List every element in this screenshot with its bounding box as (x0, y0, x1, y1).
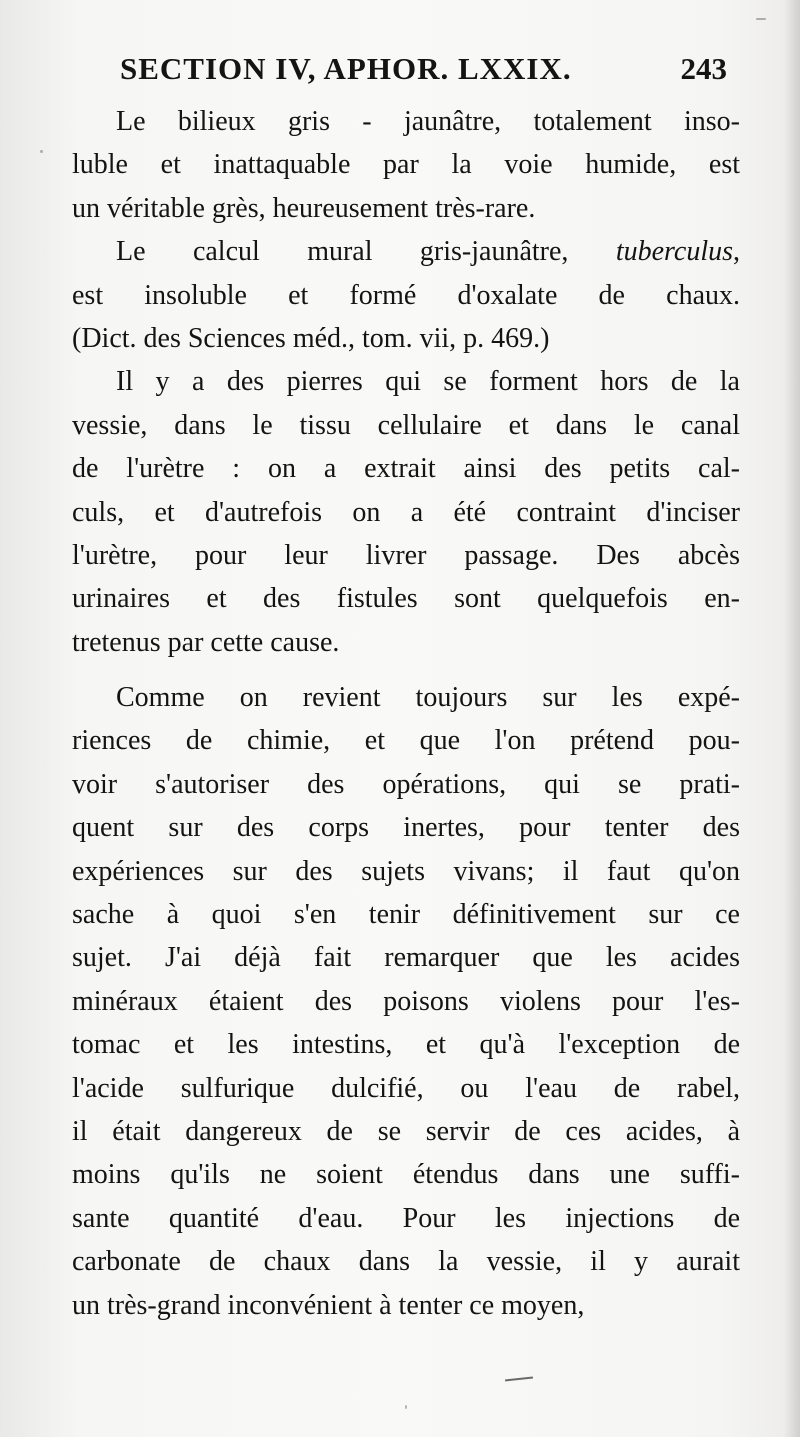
text-line-segment: Le calcul mural gris-jaunâtre, tuberculus, (116, 236, 740, 268)
text-line: tomac et les intestins, et qu'à l'exception de (72, 1029, 740, 1061)
text-line: urinaires et des fistules sont quelquefois en- (72, 583, 740, 615)
page-number: 243 (680, 51, 727, 86)
text-line: moins qu'ils ne soient étendus dans une suffi- (72, 1159, 740, 1191)
text-line: sujet. J'ai déjà fait remarquer que les acides (72, 942, 740, 974)
text-line: carbonate de chaux dans la vessie, il y aurait (72, 1246, 740, 1278)
text-line: sache à quoi s'en tenir définitivement sur ce (72, 899, 740, 931)
text-line: est insoluble et formé d'oxalate de chaux. (72, 279, 740, 311)
text-line: tretenus par cette cause. (72, 626, 340, 658)
text-line: sante quantité d'eau. Pour les injections de (72, 1202, 740, 1234)
running-head (75, 45, 725, 93)
running-head-title: SECTION IV, APHOR. LXXIX. (120, 51, 572, 86)
text-line: riences de chimie, et que l'on prétend pou- (72, 725, 740, 757)
paper-speck (405, 1405, 407, 1409)
text-line: (Dict. des Sciences méd., tom. vii, p. 469.) (72, 322, 550, 354)
text-line: Comme on revient toujours sur les expé- (116, 682, 740, 714)
paper-speck (756, 18, 766, 20)
ink-mark (505, 1377, 533, 1382)
page-edge-shadow (784, 0, 800, 1437)
text-line: il était dangereux de se servir de ces acides, à (72, 1115, 740, 1147)
text-line: Il y a des pierres qui se forment hors de la (116, 366, 740, 398)
text-line: expériences sur des sujets vivans; il faut qu'on (72, 855, 740, 887)
italic-term: tuberculus (615, 236, 733, 268)
text-line: voir s'autoriser des opérations, qui se prati- (72, 768, 740, 800)
text-line: de l'urètre : on a extrait ainsi des petits cal- (72, 453, 740, 485)
text-line: minéraux étaient des poisons violens pour l'es- (72, 985, 740, 1017)
text-line: luble et inattaquable par la voie humide, est (72, 149, 740, 181)
text-line: un très-grand inconvénient à tenter ce moyen, (72, 1289, 585, 1321)
text-line: Le bilieux gris - jaunâtre, totalement inso- (116, 106, 740, 137)
text-line: vessie, dans le tissu cellulaire et dans le canal (72, 409, 740, 441)
text-line: l'acide sulfurique dulcifié, ou l'eau de rabel, (72, 1072, 740, 1104)
paragraph-spacer (72, 664, 740, 676)
text-line: quent sur des corps inertes, pour tenter des (72, 812, 740, 844)
text-line: l'urètre, pour leur livrer passage. Des abcès (72, 539, 740, 571)
text-line: culs, et d'autrefois on a été contraint d'inciser (72, 496, 740, 528)
body-text (72, 100, 740, 1327)
text-line: un véritable grès, heureusement très-rare. (72, 192, 536, 224)
text-line (72, 230, 740, 273)
paper-speck (40, 150, 43, 153)
